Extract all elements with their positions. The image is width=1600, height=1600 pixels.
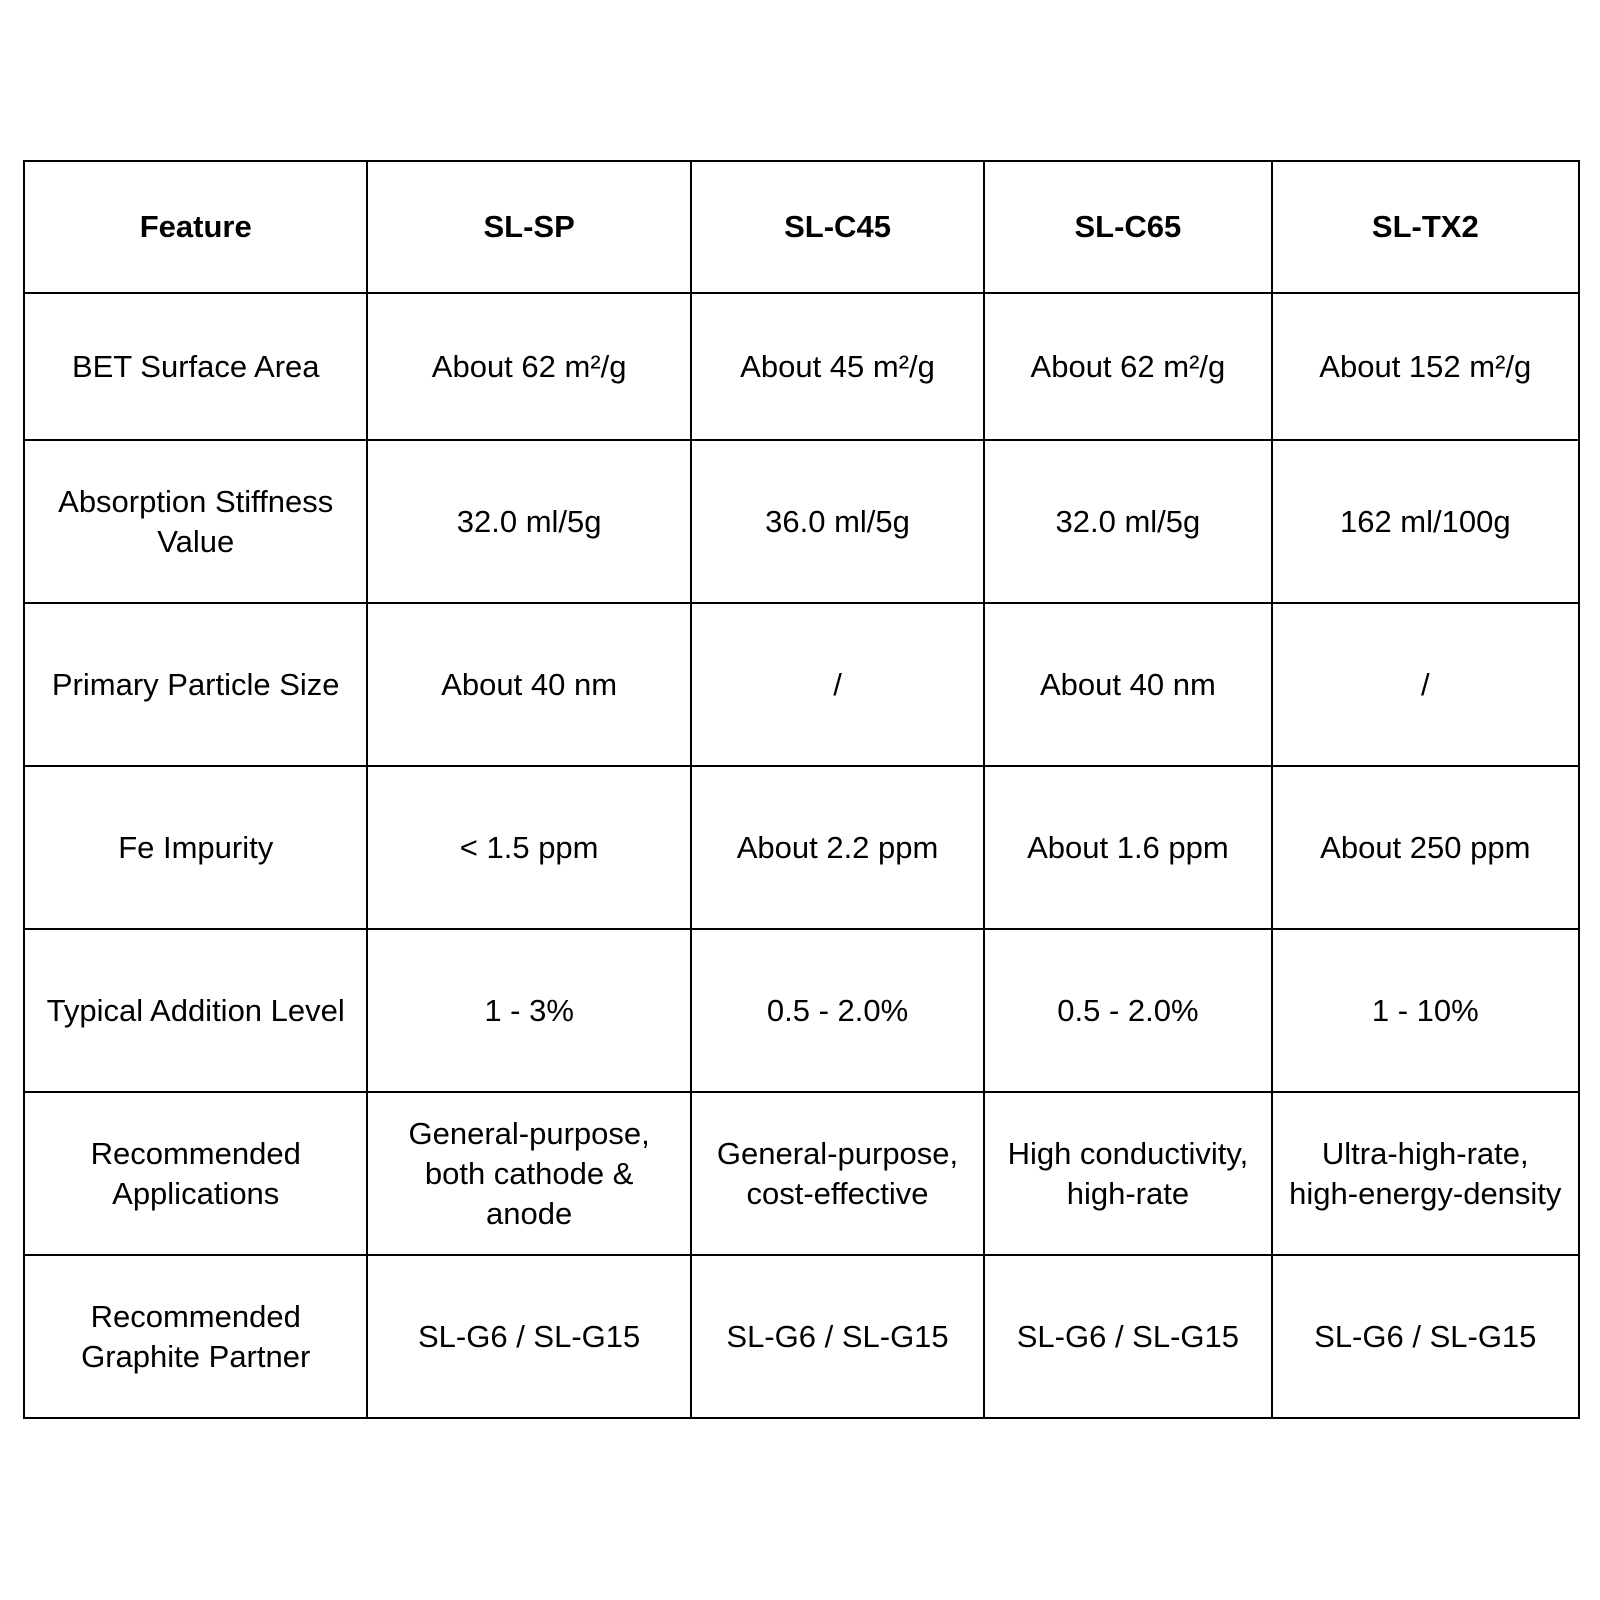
table-cell: / bbox=[1272, 603, 1579, 766]
table-cell: About 1.6 ppm bbox=[984, 766, 1271, 929]
row-label: Fe Impurity bbox=[24, 766, 367, 929]
table-cell: 0.5 - 2.0% bbox=[691, 929, 984, 1092]
table-row bbox=[24, 603, 1579, 766]
table-row bbox=[24, 1092, 1579, 1255]
table-cell: SL-G6 / SL-G15 bbox=[367, 1255, 690, 1418]
row-label: Recommended Applications bbox=[24, 1092, 367, 1255]
table-cell: About 40 nm bbox=[367, 603, 690, 766]
table-cell: 1 - 3% bbox=[367, 929, 690, 1092]
table-row bbox=[24, 929, 1579, 1092]
table-cell: Ultra-high-rate, high-energy-density bbox=[1272, 1092, 1579, 1255]
table-header-row bbox=[24, 161, 1579, 293]
table-cell: 32.0 ml/5g bbox=[984, 440, 1271, 603]
table-cell: 36.0 ml/5g bbox=[691, 440, 984, 603]
table-cell: 0.5 - 2.0% bbox=[984, 929, 1271, 1092]
table-cell: 32.0 ml/5g bbox=[367, 440, 690, 603]
table-cell: General-purpose, both cathode & anode bbox=[367, 1092, 690, 1255]
table-cell: SL-G6 / SL-G15 bbox=[691, 1255, 984, 1418]
table-cell: SL-G6 / SL-G15 bbox=[1272, 1255, 1579, 1418]
row-label: BET Surface Area bbox=[24, 293, 367, 440]
table-cell: About 62 m²/g bbox=[984, 293, 1271, 440]
spec-comparison-table bbox=[23, 160, 1580, 1419]
header-sl-tx2: SL-TX2 bbox=[1272, 161, 1579, 293]
table-row bbox=[24, 293, 1579, 440]
table-cell: About 250 ppm bbox=[1272, 766, 1579, 929]
row-label: Recommended Graphite Partner bbox=[24, 1255, 367, 1418]
table-cell: / bbox=[691, 603, 984, 766]
table-cell: About 45 m²/g bbox=[691, 293, 984, 440]
table-row bbox=[24, 1255, 1579, 1418]
row-label: Primary Particle Size bbox=[24, 603, 367, 766]
table-cell: About 40 nm bbox=[984, 603, 1271, 766]
row-label: Typical Addition Level bbox=[24, 929, 367, 1092]
table-cell: About 152 m²/g bbox=[1272, 293, 1579, 440]
table-row bbox=[24, 440, 1579, 603]
table-cell: General-purpose, cost-effective bbox=[691, 1092, 984, 1255]
table-cell: About 2.2 ppm bbox=[691, 766, 984, 929]
table-row bbox=[24, 766, 1579, 929]
header-sl-c65: SL-C65 bbox=[984, 161, 1271, 293]
table-cell: High conductivity, high-rate bbox=[984, 1092, 1271, 1255]
table-cell: < 1.5 ppm bbox=[367, 766, 690, 929]
header-feature: Feature bbox=[24, 161, 367, 293]
table-cell: SL-G6 / SL-G15 bbox=[984, 1255, 1271, 1418]
header-sl-c45: SL-C45 bbox=[691, 161, 984, 293]
header-sl-sp: SL-SP bbox=[367, 161, 690, 293]
table-cell: 1 - 10% bbox=[1272, 929, 1579, 1092]
table-cell: About 62 m²/g bbox=[367, 293, 690, 440]
row-label: Absorption Stiffness Value bbox=[24, 440, 367, 603]
table-cell: 162 ml/100g bbox=[1272, 440, 1579, 603]
